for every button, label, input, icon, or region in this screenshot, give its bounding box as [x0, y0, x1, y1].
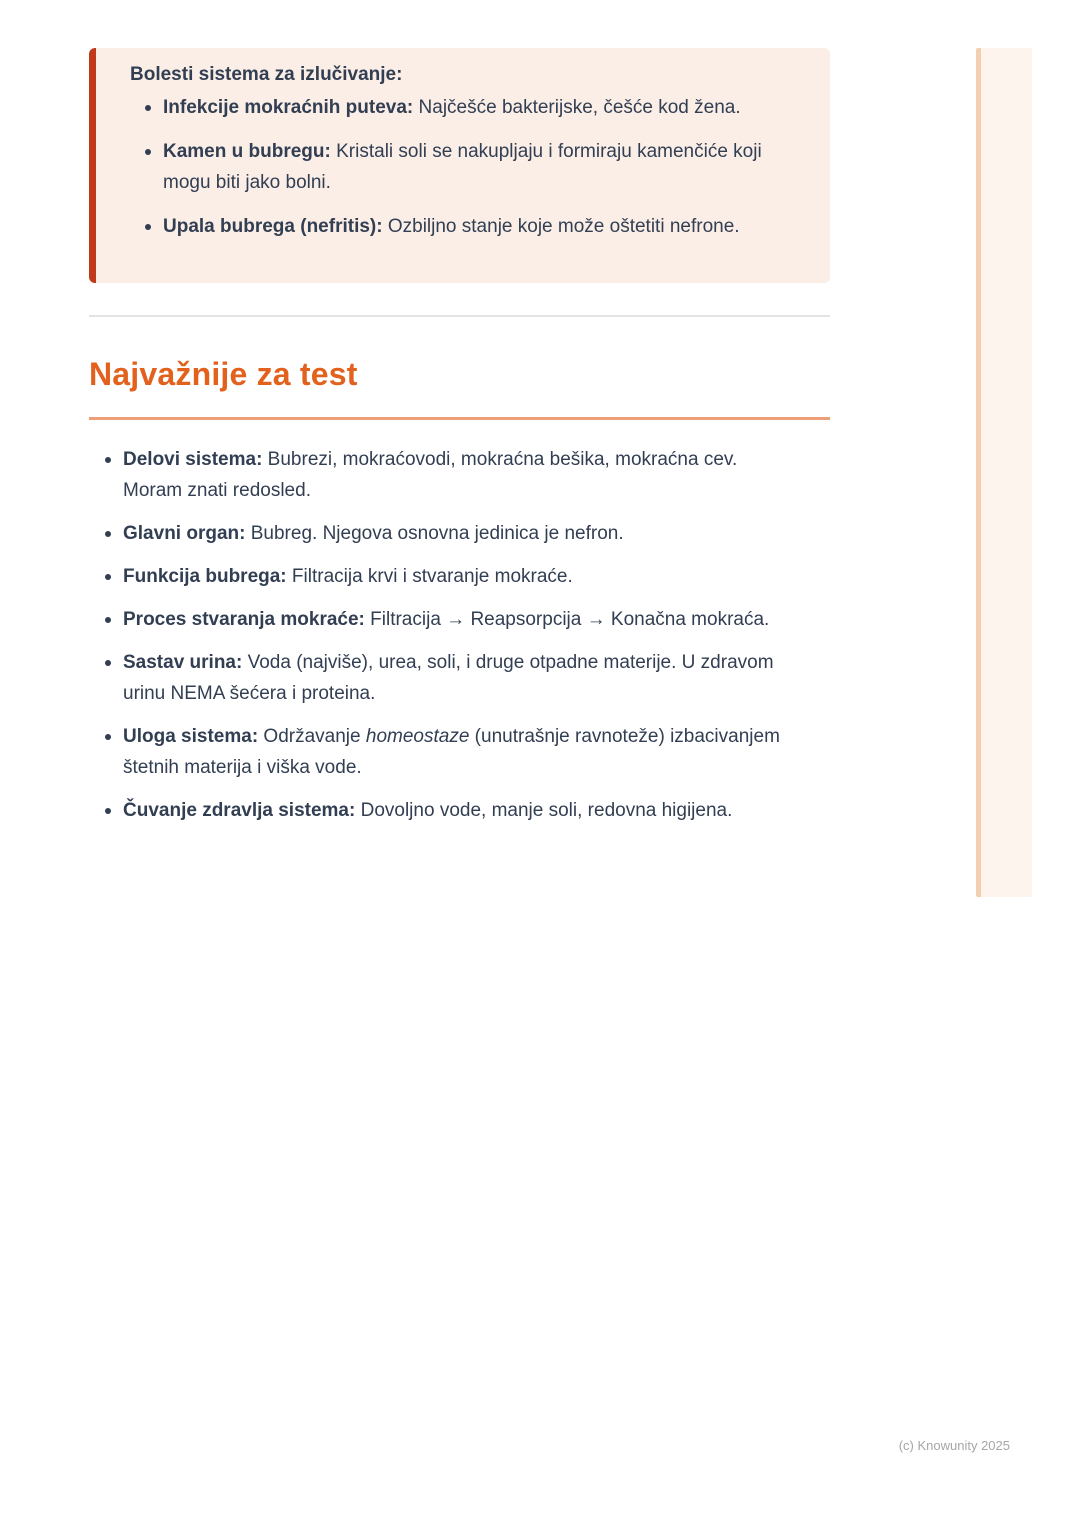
term-label: Funkcija bubrega:: [123, 566, 287, 587]
next-page-edge-stripe: [976, 48, 1032, 897]
diseases-callout: [89, 48, 830, 283]
item-text: Najčešće bakterijske, češće kod žena.: [413, 97, 741, 118]
term-label: Sastav urina:: [123, 652, 243, 673]
heading-underline: [89, 417, 830, 420]
item-text: Filtracija krvi i stvaranje mokraće.: [286, 566, 573, 587]
item-text: Bubreg. Njegova osnovna jedinica je nefron.: [245, 523, 624, 544]
term-label: Glavni organ:: [123, 523, 246, 544]
item-text: Dovoljno vode, manje soli, redovna higijena.: [355, 800, 733, 821]
section-divider: [89, 315, 830, 317]
list-item: [89, 444, 801, 506]
callout-title: Bolesti sistema za izlučivanje:: [130, 64, 403, 85]
list-item: [89, 647, 801, 709]
item-text: Filtracija → Reapsorpcija → Konačna mokraća.: [364, 609, 770, 630]
item-text: Kristali soli se nakupljaju i formiraju kamenčiće koji mogu biti jako bolni.: [163, 141, 762, 193]
list-item: [89, 561, 801, 592]
term-label: Uloga sistema:: [123, 726, 259, 747]
term-label: Kamen u bubregu:: [163, 141, 331, 162]
callout-list: [130, 92, 806, 242]
term-label: Infekcije mokraćnih puteva:: [163, 97, 414, 118]
item-text: Održavanje: [258, 726, 366, 747]
callout-list-item: [130, 92, 806, 123]
term-label: Čuvanje zdravlja sistema:: [123, 800, 356, 821]
item-text: (unutrašnje ravnoteže) izbacivanjem štetnih materija i viška vode.: [123, 726, 780, 778]
callout-list-item: [130, 136, 806, 198]
copyright-text: (c) Knowunity 2025: [898, 1438, 1010, 1453]
document-content: [89, 48, 830, 838]
list-item: [89, 518, 801, 549]
item-text-italic: homeostaze: [365, 726, 470, 747]
list-item: [89, 604, 801, 635]
term-label: Upala bubrega (nefritis):: [163, 216, 383, 237]
item-text: Bubrezi, mokraćovodi, mokraćna bešika, mokraćna cev. Moram znati redosled.: [123, 449, 738, 501]
section-heading: Najvažnije za test: [89, 356, 358, 392]
callout-list-item: [130, 211, 806, 242]
list-item: [89, 795, 801, 826]
item-text: Voda (najviše), urea, soli, i druge otpadne materije. U zdravom urinu NEMA šećera i proteina.: [123, 652, 774, 704]
list-item: [89, 721, 801, 783]
term-label: Delovi sistema:: [123, 449, 263, 470]
key-points-list: [89, 444, 830, 826]
item-text: Ozbiljno stanje koje može oštetiti nefrone.: [382, 216, 740, 237]
term-label: Proces stvaranja mokraće:: [123, 609, 365, 630]
